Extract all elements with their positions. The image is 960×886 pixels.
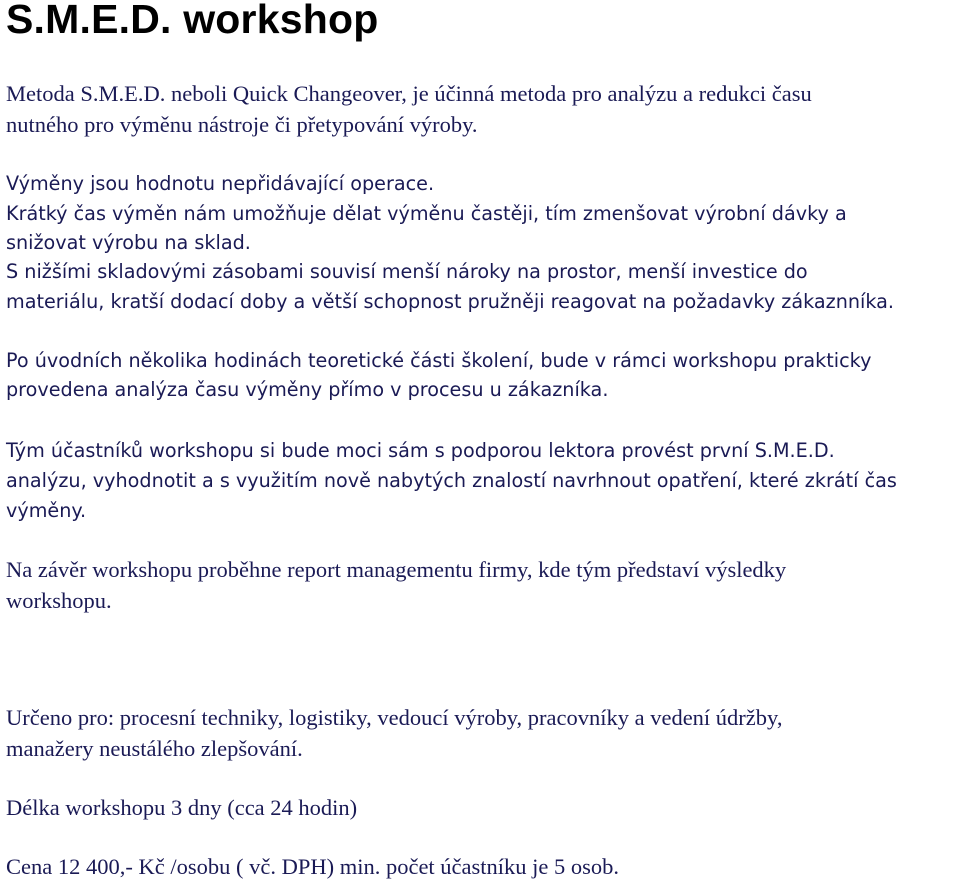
team-line-1: Tým účastníků workshopu si bude moci sám s podporou lektora provést první S.M.E.D.: [6, 439, 835, 462]
practice-line-2: provedena analýza času výměny přímo v procesu u zákazníka.: [6, 378, 609, 401]
audience-line-1: Určeno pro: procesní techniky, logistiky, vedoucí výroby, pracovníky a vedení údržby,: [6, 705, 783, 730]
audience-line-2: manažery neustálého zlepšování.: [6, 736, 303, 761]
benefit-line-5: materiálu, kratší dodací doby a větší schopnost pružněji reagovat na požadavky zákaznníka.: [6, 290, 895, 313]
price-line: Cena 12 400,- Kč /osobu ( vč. DPH) min. počet účastníku je 5 osob.: [6, 854, 620, 879]
intro-line-2: nutného pro výměnu nástroje či přetypování výroby.: [6, 112, 478, 137]
benefit-line-4: S nižšími skladovými zásobami souvisí menší nároky na prostor, menší investice do: [6, 260, 808, 283]
benefit-line-1: Výměny jsou hodnotu nepřidávající operace.: [6, 172, 435, 195]
intro-line-1: Metoda S.M.E.D. neboli Quick Changeover, je účinná metoda pro analýzu a redukci času: [6, 81, 812, 106]
conclusion-line-2: workshopu.: [6, 588, 112, 613]
conclusion-line-1: Na závěr workshopu proběhne report managementu firmy, kde tým představí výsledky: [6, 557, 787, 582]
benefit-line-2: Krátký čas výměn nám umožňuje dělat výměnu častěji, tím zmenšovat výrobní dávky a: [6, 202, 847, 225]
benefit-line-3: snižovat výrobu na sklad.: [6, 231, 251, 254]
team-line-2: analýzu, vyhodnotit a s využitím nově nabytých znalostí navrhnout opatření, které zkrátí čas: [6, 469, 897, 492]
page-title: S.M.E.D. workshop: [6, 0, 379, 42]
practice-line-1: Po úvodních několika hodinách teoretické části školení, bude v rámci workshopu prakticky: [6, 349, 872, 372]
duration-line: Délka workshopu 3 dny (cca 24 hodin): [6, 795, 358, 820]
team-line-3: výměny.: [6, 499, 87, 522]
